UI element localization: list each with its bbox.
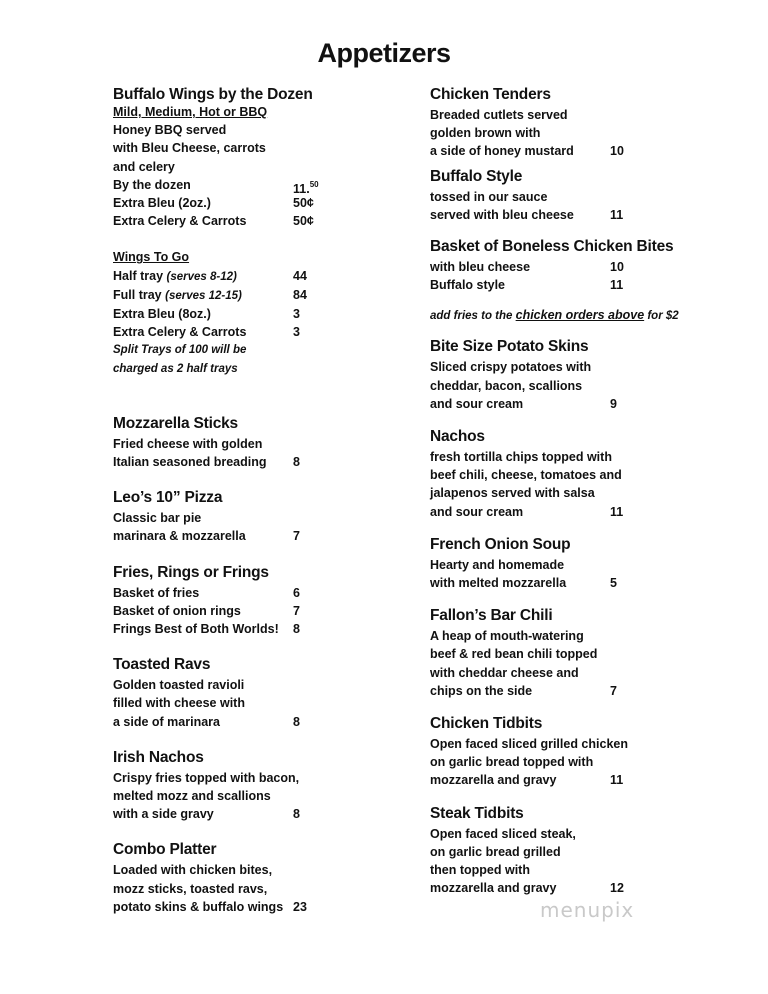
- menu-item-irish-nachos: [113, 747, 413, 824]
- price: 3: [293, 325, 300, 340]
- item-title: Toasted Ravs: [113, 656, 211, 674]
- menu-item-nachos: [430, 426, 730, 521]
- menu-item-combo-platter: [113, 839, 413, 916]
- item-title: Combo Platter: [113, 841, 217, 859]
- menu-item-mozzarella-sticks: [113, 413, 413, 471]
- price: 11: [610, 278, 624, 293]
- price-row: [430, 258, 730, 276]
- price-row-label: Extra Bleu (2oz.): [113, 196, 211, 211]
- price: 9: [610, 396, 617, 411]
- price-row-label: Extra Celery & Carrots: [113, 325, 247, 340]
- description-line: with Bleu Cheese, carrots: [113, 141, 266, 156]
- description-line: and sour cream 11: [430, 503, 730, 521]
- item-title: Chicken Tidbits: [430, 715, 543, 733]
- description-line: on garlic bread grilled: [430, 844, 561, 859]
- description-line: and celery: [113, 159, 175, 174]
- menu-item-buffalo-style: [430, 166, 730, 224]
- menu-item-bar-chili: [430, 605, 730, 700]
- price: 7: [610, 683, 617, 698]
- description-line: Fried cheese with golden: [113, 436, 263, 451]
- right-column: [430, 84, 730, 897]
- price-row: [113, 620, 413, 638]
- price-row-label: with bleu cheese: [430, 260, 531, 275]
- price-row: [113, 286, 413, 305]
- description-line: Italian seasoned breading 8: [113, 453, 413, 471]
- description-line: with melted mozzarella 5: [430, 574, 730, 592]
- price: 8: [293, 807, 300, 822]
- description-line: with a side gravy 8: [113, 805, 413, 823]
- flavor-options: Mild, Medium, Hot or BBQ: [113, 105, 268, 119]
- footnote-line: charged as 2 half trays: [113, 362, 238, 375]
- description-line: Breaded cutlets served: [430, 108, 568, 122]
- price-row-label: Extra Bleu (8oz.): [113, 307, 211, 322]
- item-title: Leo’s 10” Pizza: [113, 489, 223, 507]
- price-row-label: Basket of onion rings: [113, 603, 241, 618]
- description-line: Open faced sliced steak,: [430, 826, 576, 841]
- description-line: on garlic bread topped with: [430, 755, 594, 770]
- description-line: Honey BBQ served: [113, 123, 227, 138]
- price-row-label: Half tray: [113, 268, 164, 283]
- price: 8: [293, 622, 300, 637]
- price-row: [113, 584, 413, 602]
- price-row-label: Basket of fries: [113, 585, 200, 600]
- price: 8: [293, 714, 300, 729]
- description-line: mozzarella and gravy 12: [430, 879, 730, 897]
- menu-item-fries-rings: [113, 562, 413, 639]
- item-title: Steak Tidbits: [430, 804, 524, 822]
- price: 5: [610, 576, 617, 591]
- item-title: Basket of Boneless Chicken Bites: [430, 238, 674, 256]
- description-line: then topped with: [430, 863, 530, 878]
- description-line: jalapenos served with salsa: [430, 486, 595, 501]
- serving-note: (serves 12-15): [165, 289, 242, 302]
- item-title: Mozzarella Sticks: [113, 414, 238, 432]
- price: 10: [610, 144, 624, 159]
- item-title: Irish Nachos: [113, 748, 204, 766]
- price: 50¢: [293, 196, 314, 211]
- item-title: Buffalo Style: [430, 167, 523, 185]
- price-row: [113, 323, 413, 341]
- item-title: Fallon’s Bar Chili: [430, 607, 553, 625]
- description-line: a side of honey mustard 10: [430, 142, 730, 160]
- description-line: Sliced crispy potatoes with: [430, 360, 592, 375]
- description-line: served with bleu cheese 11: [430, 206, 730, 224]
- item-title: Nachos: [430, 428, 485, 446]
- price-row: [113, 305, 413, 323]
- price-row: [113, 194, 413, 212]
- price-row-label: Extra Celery & Carrots: [113, 214, 247, 229]
- menu-item-chicken-tidbits: [430, 713, 730, 790]
- page-title: Appetizers: [317, 38, 451, 68]
- menu-item-boneless-bites: [430, 236, 730, 294]
- price: 11: [610, 773, 624, 788]
- description-line: mozz sticks, toasted ravs,: [113, 881, 268, 896]
- description-line: and sour cream 9: [430, 395, 730, 413]
- price: 12: [610, 881, 624, 896]
- menu-item-potato-skins: [430, 336, 730, 413]
- description-line: golden brown with: [430, 126, 541, 141]
- item-title: Chicken Tenders: [430, 86, 551, 103]
- price: 11: [610, 207, 624, 222]
- description-line: melted mozz and scallions: [113, 789, 271, 804]
- price: 84: [293, 287, 307, 302]
- description-line: mozzarella and gravy 11: [430, 771, 730, 789]
- description-line: with cheddar cheese and: [430, 665, 579, 680]
- price-row: [113, 212, 413, 230]
- description-line: Loaded with chicken bites,: [113, 863, 273, 878]
- description-line: Classic bar pie: [113, 511, 202, 526]
- menu-item-wings-to-go: [113, 248, 413, 377]
- description-line: Open faced sliced grilled chicken: [430, 737, 628, 752]
- left-column: [113, 84, 413, 916]
- description-line: beef chili, cheese, tomatoes and: [430, 468, 622, 483]
- price-row: [113, 267, 413, 286]
- price: 10: [610, 260, 624, 275]
- add-fries-note: add fries to the chicken orders above for $2: [430, 308, 679, 323]
- price: 11.50: [293, 179, 319, 196]
- menupix-watermark: menupix: [540, 898, 635, 922]
- price-row: [113, 602, 413, 620]
- price-cents: 50: [309, 179, 319, 189]
- menu-item-toasted-ravs: [113, 654, 413, 731]
- price-row-label: Full tray: [113, 287, 162, 302]
- footnote-line: Split Trays of 100 will be: [113, 344, 247, 357]
- price-row-label: Frings Best of Both Worlds!: [113, 622, 279, 637]
- description-line: beef & red bean chili topped: [430, 647, 598, 662]
- price: 6: [293, 585, 300, 600]
- serving-note: (serves 8-12): [166, 270, 237, 283]
- description-line: marinara & mozzarella 7: [113, 527, 413, 545]
- price-row-label: By the dozen: [113, 177, 191, 192]
- description-line: A heap of mouth-watering: [430, 629, 584, 644]
- description-line: Crispy fries topped with bacon,: [113, 770, 300, 785]
- description-line: filled with cheese with: [113, 696, 245, 711]
- menu-item-french-onion-soup: [430, 534, 730, 592]
- menu-item-pizza: [113, 487, 413, 545]
- price-row: [430, 276, 730, 294]
- price-row: [113, 176, 413, 194]
- menu-item-buffalo-wings: [113, 84, 413, 230]
- price: 8: [293, 455, 300, 470]
- description-line: a side of marinara 8: [113, 713, 413, 731]
- description-line: Golden toasted ravioli: [113, 678, 245, 693]
- description-line: fresh tortilla chips topped with: [430, 450, 612, 465]
- description-line: cheddar, bacon, scallions: [430, 378, 583, 393]
- price: 7: [293, 603, 300, 618]
- price: 11: [610, 504, 624, 519]
- price: 3: [293, 307, 300, 322]
- price: 50¢: [293, 214, 314, 229]
- menu-item-steak-tidbits: [430, 803, 730, 898]
- item-title: Fries, Rings or Frings: [113, 563, 269, 581]
- chicken-orders-link: chicken orders above: [515, 308, 645, 323]
- description-line: Hearty and homemade: [430, 557, 565, 572]
- price: 23: [293, 899, 307, 914]
- item-title: French Onion Soup: [430, 535, 571, 553]
- description-line: chips on the side 7: [430, 682, 730, 700]
- price-row-label: Buffalo style: [430, 278, 506, 293]
- menu-item-chicken-tenders: [430, 84, 730, 161]
- item-title: Bite Size Potato Skins: [430, 338, 589, 356]
- description-line: potato skins & buffalo wings 23: [113, 898, 413, 916]
- price: 44: [293, 268, 307, 283]
- description-line: tossed in our sauce: [430, 189, 548, 204]
- item-title: Buffalo Wings by the Dozen: [113, 86, 313, 103]
- section-heading: Wings To Go: [113, 250, 190, 265]
- price: 7: [293, 529, 300, 544]
